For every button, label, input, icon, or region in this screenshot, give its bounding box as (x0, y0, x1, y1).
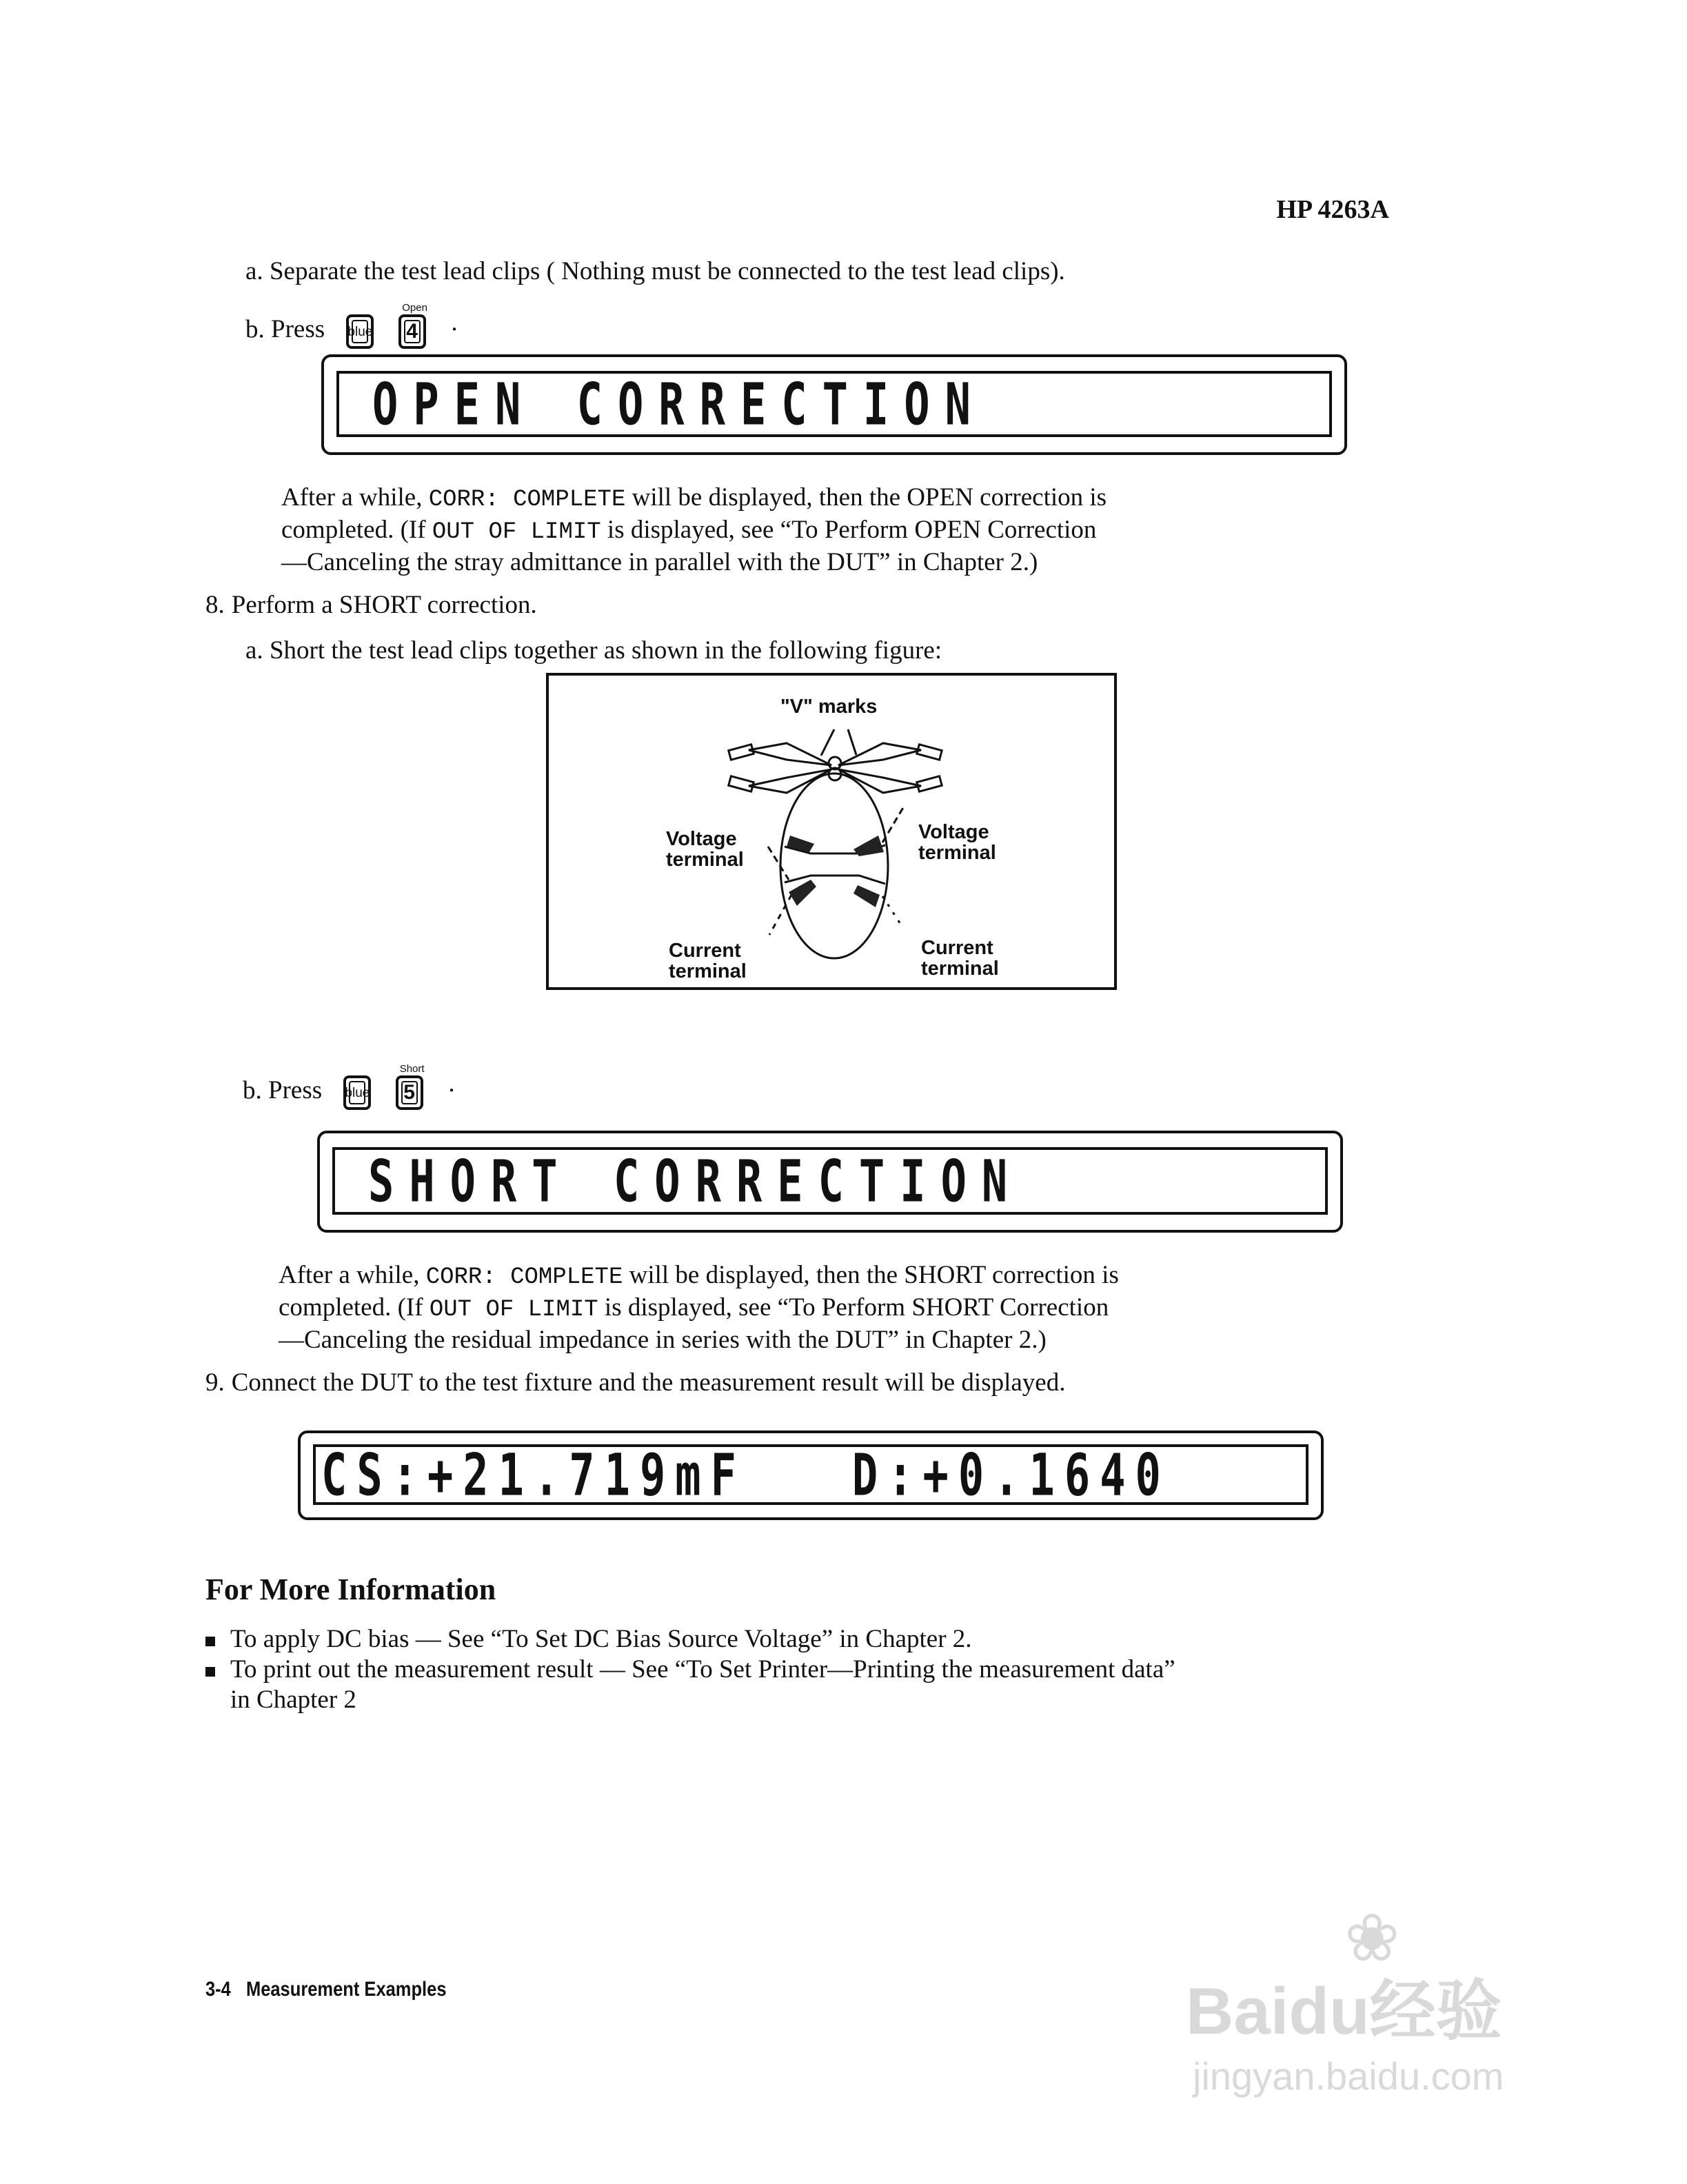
short-clips-figure (546, 673, 1117, 990)
key-label: 5 (401, 1081, 418, 1104)
current-terminal-right-label: Current terminal (921, 937, 999, 980)
step-text: Separate the test lead clips ( Nothing must be connected to the test lead clips). (269, 257, 1065, 285)
lcd-display-short (317, 1131, 1343, 1233)
page-footer: 3-4 Measurement Examples (205, 1978, 447, 2001)
key-function-label: Short (399, 1063, 425, 1075)
period: · (447, 1076, 456, 1105)
step-7a (245, 256, 1065, 287)
current-terminal-left-label: Current terminal (669, 940, 747, 982)
step-8a: a. Short the test lead clips together as shown in the following figure: (245, 636, 942, 665)
watermark-brand: Baidu经验 (1186, 1974, 1502, 2048)
period: · (449, 315, 459, 344)
voltage-terminal-right-label: Voltage terminal (918, 821, 996, 864)
document-model-header: HP 4263A (1276, 195, 1389, 224)
short-5-key-icon (396, 1063, 425, 1110)
step-9: 9. Connect the DUT to the test fixture and the measurement result will be displayed. (205, 1368, 1066, 1397)
test-lead-clips-illustration (549, 676, 1114, 987)
open-4-key-icon (398, 302, 427, 349)
step-marker: b. (245, 315, 265, 344)
voltage-terminal-left-label: Voltage terminal (666, 828, 744, 871)
step-8-note: After a while, CORR: COMPLETE will be displayed, then the SHORT correction is completed. (If OUT OF LIMIT is displayed, see “To Perform SHORT Correction —Canceling the residual impedance in series with the DUT” in Chapter 2.) (279, 1261, 1119, 1354)
step-marker: a. (245, 257, 263, 285)
watermark-url: jingyan.baidu.com (1193, 2054, 1504, 2098)
key-label: blue (352, 320, 368, 343)
v-marks-label: "V" marks (780, 696, 878, 718)
list-item: To print out the measurement result — See “To Set Printer—Printing the measurement data” (205, 1655, 1175, 1685)
lcd-text: SHORT CORRECTION (368, 1147, 1023, 1215)
list-item: in Chapter 2 (230, 1686, 356, 1714)
baidu-watermark (1186, 1901, 1572, 2110)
list-item: To apply DC bias — See “To Set DC Bias Source Voltage” in Chapter 2. (205, 1624, 1175, 1655)
blue-key-icon (343, 1075, 371, 1110)
key-function-label: Open (402, 302, 427, 314)
press-label: Press (271, 315, 325, 344)
lcd-display-result (298, 1430, 1324, 1520)
more-info-list (205, 1624, 1175, 1715)
lcd-text: CS:+21.719mF D:+0.1640 (321, 1441, 1171, 1509)
paw-logo-icon: ❀ (1344, 1901, 1400, 1975)
lcd-text: OPEN CORRECTION (372, 370, 986, 438)
key-label: 4 (404, 320, 421, 343)
step-8b: b. Press blue Short 5 · (243, 1075, 456, 1110)
step-8: 8. Perform a SHORT correction. (205, 591, 537, 619)
step-7b (245, 302, 459, 349)
blue-key-icon (346, 314, 374, 349)
section-heading: For More Information (205, 1573, 496, 1606)
key-label: blue (349, 1081, 365, 1104)
lcd-display-open (321, 354, 1347, 455)
step-7-note: After a while, CORR: COMPLETE will be displayed, then the OPEN correction is completed. (If OUT OF LIMIT is displayed, see “To Perform OPEN Correction —Canceling the stray admittance in parallel with the DUT” in Chapter 2.) (281, 483, 1107, 576)
